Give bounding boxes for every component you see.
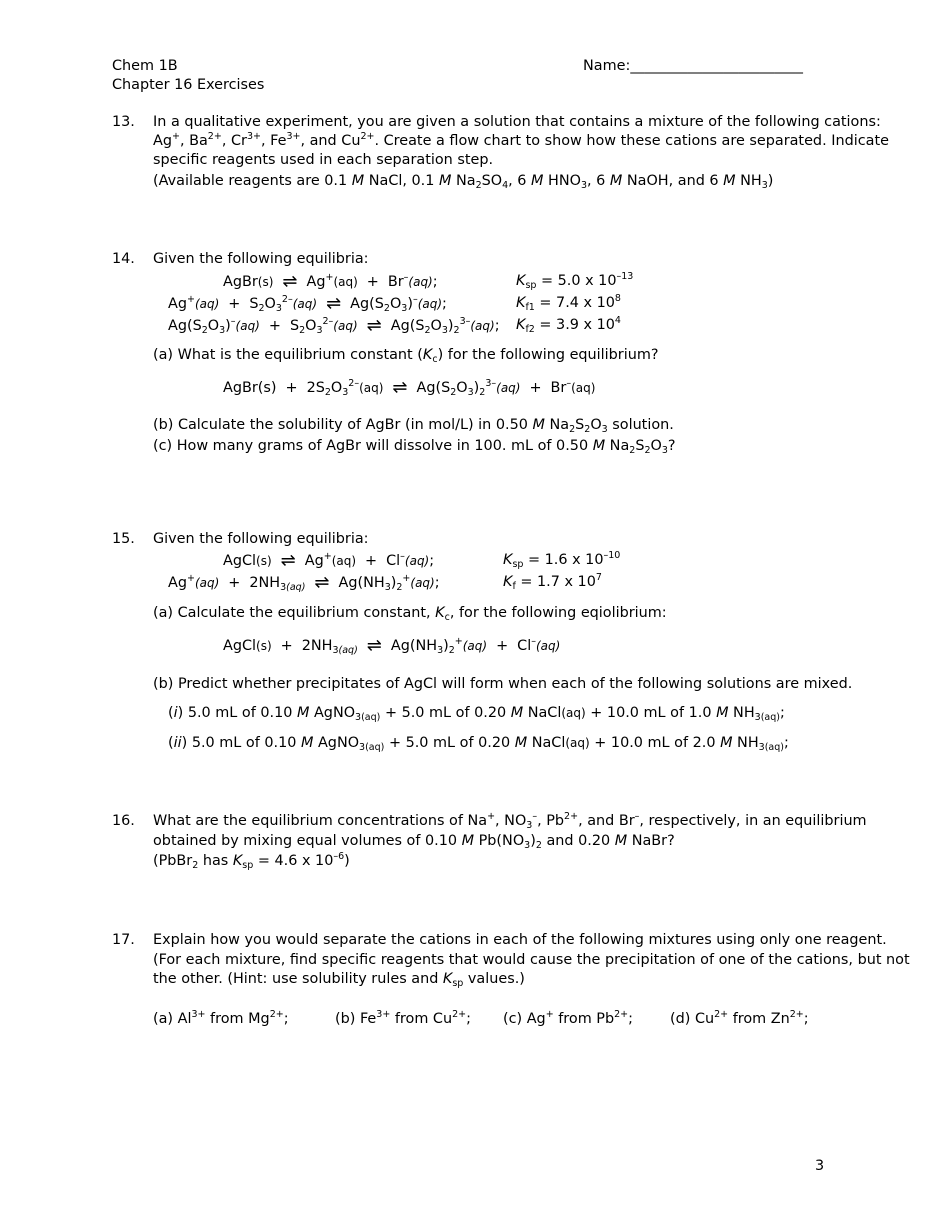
name-field [583, 56, 803, 76]
q13-line1: In a qualitative experiment, you are given a solution that contains a mixture of the following cations: [153, 114, 881, 130]
q13-line3: specific reagents used in each separation step. [153, 152, 494, 168]
q17-option-d: (d) $Cu^{2+}$ from $Zn^{2+}$; [670, 1009, 809, 1027]
q15-ksp: $K_{sp} = 1.6$ x $10^{-10}$ [503, 550, 621, 570]
q14-part-a: (a) What is the equilibrium constant $(K_c)$ for the following equilibrium? [153, 347, 659, 365]
q15-mix-i: (i) 5.0 mL of 0.10 M AgNO$_{3(aq)}$ + 5.0 mL of 0.20 M NaCl(aq) + 10.0 mL of 1.0 M $NH_{3(aq)}$; [168, 705, 785, 723]
q13-line2: Ag+, $Ba^{2+}$, $Cr^{3+}$, $Fe^{3+}$, and $Cu^{2+}$. Create a flow chart to show how these cations are separated. Indicate [153, 131, 889, 149]
name-label: Name: [583, 58, 631, 74]
q15-part-b: (b) Predict whether precipitates of AgCl will form when each of the following solutions are mixed. [153, 676, 853, 692]
q15-overall-eq: AgCl(s) + $2NH_{3(aq)}$ ⇌ $Ag(NH_3)_2^+(aq) + Cl^-(aq)$ [223, 635, 561, 656]
q14-part-c: (c) How many grams of AgBr will dissolve in 100. mL of 0.50 M $Na_2S_2O_3$? [153, 438, 676, 456]
q15-intro: Given the following equilibria: [153, 531, 369, 547]
name-blank: ________________________ [630, 58, 803, 74]
q15-mix-ii: (ii) 5.0 mL of 0.10 M AgNO$_{3(aq)}$ + 5.0 mL of 0.20 M NaCl(aq) + 10.0 mL of 2.0 M $NH_{3(aq)}$; [168, 735, 789, 753]
q17-option-b: (b) $Fe^{3+}$ from $Cu^{2+}$; [335, 1009, 471, 1027]
q14-ksp: $K_{sp} = 5.0$ x $10^{-13}$ [516, 271, 634, 291]
q14-intro: Given the following equilibria: [153, 251, 369, 267]
q13-reagents: (Available reagents are 0.1 M NaCl, 0.1 M $Na_2SO_4$, 6 M $HNO_3$, 6 M NaOH, and 6 M $NH_3$) [153, 173, 774, 191]
question-number: 17. [112, 932, 135, 948]
q15-eq2: $Ag^+(aq) + 2NH_{3(aq)}$ ⇌ $Ag(NH_3)_2^+(aq)$; [168, 572, 440, 593]
q17-line3: the other. (Hint: use solubility rules and $K_{sp}$ values.) [153, 971, 525, 989]
course-title: Chem 1B [112, 58, 178, 74]
q14-part-b: (b) Calculate the solubility of AgBr (in mol/L) in 0.50 M $Na_2S_2O_3$ solution. [153, 417, 674, 435]
q14-eq1: AgBr(s) ⇌ Ag+(aq) + Br–(aq); [223, 271, 438, 292]
q14-kf2: $K_{f2} = 3.9$ x $10^4$ [516, 315, 621, 335]
question-number: 14. [112, 251, 135, 267]
page-number: 3 [815, 1158, 825, 1174]
q14-eq3: $Ag(S_2O_3)^-(aq) + S_2O_3^{2-}(aq)$ ⇌ $Ag(S_2O_3)_2^{3-}(aq)$; [168, 315, 500, 336]
q17-option-c: (c) Ag+ from $Pb^{2+}$; [503, 1009, 633, 1027]
q14-eq2: $Ag^+(aq) + S_2O_3^{2-}(aq)$ ⇌ $Ag(S_2O_3)^-(aq)$; [168, 293, 447, 314]
q14-overall-eq: AgBr(s) + $2S_2O_3^{2-}(aq)$ ⇌ $Ag(S_2O_3)_2^{3-}(aq) + Br^-(aq)$ [223, 377, 596, 398]
q14-kf1: $K_{f1} = 7.4$ x $10^8$ [516, 293, 621, 313]
q15-eq1: AgCl(s) ⇌ Ag+(aq) + Cl–(aq); [223, 550, 435, 571]
q17-line1: Explain how you would separate the cations in each of the following mixtures using only one reagent. [153, 932, 887, 948]
question-number: 15. [112, 531, 135, 547]
q16-line3: (PbBr$_2$ has $K_{sp} = 4.6$ x $10^{-6}$) [153, 851, 350, 871]
question-number: 13. [112, 114, 135, 130]
chapter-title: Chapter 16 Exercises [112, 77, 265, 93]
q15-kf: $K_f = 1.7$ x $10^7$ [503, 572, 602, 592]
q17-line2: (For each mixture, find specific reagents that would cause the precipitation of one of the cations, but not [153, 952, 910, 968]
q15-part-a: (a) Calculate the equilibrium constant, $K_c$, for the following eqiolibrium: [153, 605, 667, 623]
q16-line2: obtained by mixing equal volumes of 0.10 M $Pb(NO_3)_2$ and 0.20 M NaBr? [153, 833, 675, 851]
q16-line1: What are the equilibrium concentrations of Na+, $NO_3^-$, $Pb^{2+}$, and Br–, respectively, in an equilibrium [153, 811, 867, 831]
q17-option-a: (a) $Al^{3+}$ from $Mg^{2+}$; [153, 1009, 289, 1027]
question-number: 16. [112, 813, 135, 829]
